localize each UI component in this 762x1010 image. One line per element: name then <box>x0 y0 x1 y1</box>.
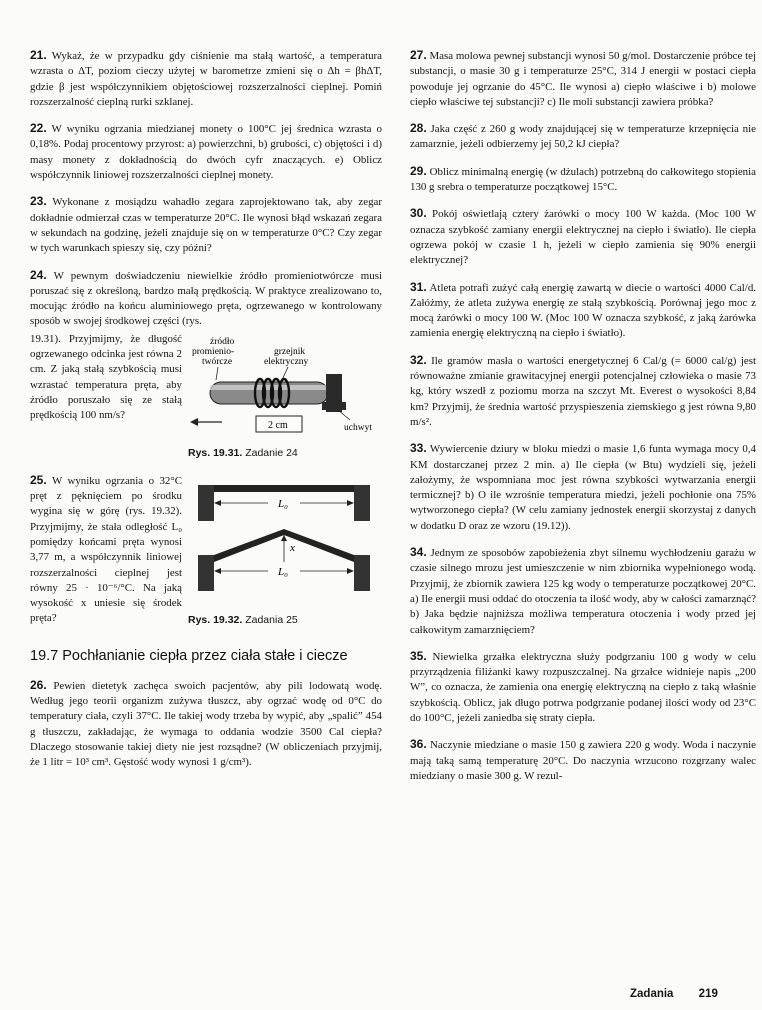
bent-rod-left <box>214 529 284 562</box>
label-heater: grzejnik <box>274 346 306 357</box>
page-footer <box>630 988 740 1000</box>
problem-text: Masa molowa pewnej substancji wynosi 50 g/mol. Dostarczenie próbce tej substancji, o masie 30 g i temperaturze 25°C, 314 J energii w postaci ciepła powoduje jej ogrzanie do 45°C. Ile wynosi a) ciepło właściwe i b) molowe ciepło właściwe tej substancji? c) Ile moli substancji zawiera próbka? <box>410 50 756 108</box>
problem-number: 30. <box>410 206 427 221</box>
problem-number: 35. <box>410 648 427 663</box>
problem-text: Pewien dietetyk zachęca swoich pacjentów, aby pili lodowatą wodę. Według jego teorii organizm zużywa tłuszcz, aby ogrzać wodę od 0°C do temperatury ciała, czyli 37°C. Ile takiej wody trzeba by wypić, aby „spalić” 454 g tłuszczu, zakładając, że wymaga to oddania wodzie 3500 Cal ciepła? Dlaczego stosowanie takiej diety nie jest rozsądne? (W obliczeniach przyjmij, że 1 litr = 10³ cm³. Gęstość wody wynosi 1 g/cm³). <box>30 679 382 769</box>
figure-19-32 <box>188 467 382 626</box>
problem-number: 22. <box>30 121 47 136</box>
right-support-bottom <box>354 555 370 591</box>
label-source-line3: twórcze <box>202 356 233 367</box>
label-2cm: 2 cm <box>268 419 288 431</box>
problem-32 <box>410 353 756 430</box>
problem-number: 21. <box>30 48 47 62</box>
motion-arrow <box>190 418 198 426</box>
caption-text: Zadania 25 <box>245 613 298 626</box>
problem-number: 27. <box>410 48 427 62</box>
problem-30 <box>410 206 756 268</box>
left-column <box>30 48 382 782</box>
problem-number: 25. <box>30 472 47 487</box>
problem-21 <box>30 48 382 110</box>
problem-number: 28. <box>410 121 427 136</box>
problem-number: 33. <box>410 441 427 456</box>
problem-23 <box>30 194 382 256</box>
problem-text: W pewnym doświadczeniu niewielkie źródło promieniotwórcze musi poruszać się z określoną, bardzo małą prędkością. W praktyce zrealizowano to, mocując źródło na końcu aluminiowego pręta, ogrzewanego w kontrolowany sposób w swojej środkowej części (rys. <box>30 269 382 328</box>
label-source-line2: promienio- <box>192 346 235 357</box>
problem-text: Wywiercenie dziury w bloku miedzi o masie 1,6 funta wymaga mocy 0,4 KM dostarczanej przez 2 min. a) Ile ciepła (w Btu) wydzieli się, jeżeli założymy, że wspomniana moc jest równa szybkości wytwarzania energii termicznej? b) O ile wzrośnie temperatura miedzi, jeżeli pochłonie ona 75% wytworzonego ciepła? (W celu zamiany jednostek energii skorzystaj z danych w dodatku D oraz ze wzoru (19.12)). <box>410 443 757 532</box>
problem-number: 31. <box>410 279 427 294</box>
problem-text: Oblicz minimalną energię (w dżulach) potrzebną do całkowitego stopienia 130 g srebra o temperaturze początkowej 15°C. <box>410 165 756 194</box>
bent-rod-diagram <box>188 467 382 607</box>
problem-text: Jednym ze sposobów zapobieżenia zbyt silnemu wychłodzeniu garażu w czasie silnego mrozu jest umieszczenie w nim zbiornika wypełnionego wodą. Przyjmij, że zbiornik zawiera 125 kg wody o temperaturze początkowej 20°C. a) Ile energii musi oddać do otoczenia ta ilość wody, aby w całości zamarznąć? b) Jaka będzie najniższa możliwa temperatura otoczenia i wody przed jej całkowitym zamarznięciem? <box>410 547 756 636</box>
problem-number: 32. <box>410 352 427 367</box>
problem-26 <box>30 678 382 771</box>
problem-24 <box>30 268 382 330</box>
problem-number: 23. <box>30 194 47 209</box>
problem-34 <box>410 545 756 638</box>
footer-section: Zadania <box>630 988 674 1000</box>
problem-22 <box>30 121 382 183</box>
rod-heater-diagram <box>188 332 382 440</box>
straight-rod <box>214 485 354 492</box>
problem-36 <box>410 737 756 784</box>
left-support-bottom <box>198 555 214 591</box>
label-source-line1: źródło <box>210 336 235 347</box>
problem-number: 24. <box>30 267 47 282</box>
left-support-top <box>198 485 214 521</box>
problem-text: W wyniku ogrzania o 32°C pręt z pęknięciem po środku wygina się w górę (rys. 19.32). Przyjmijmy, że stała odległość L₀ pomiędzy końcami pręta wynosi 3,77 m, a współczynnik liniowej rozszerzalności cieplnej jest równy 25 · 10⁻⁶/°C. Na jaką wysokość x uniesie się środek pręta? <box>30 474 182 625</box>
problem-number: 26. <box>30 677 47 692</box>
problem-text: W wyniku ogrzania miedzianej monety o 100°C jej średnica wzrasta o 0,18%. Podaj procentowy przyrost: a) powierzchni, b) grubości, c) objętości i d) masy monety z dokładnością do dwóch cyfr znaczących. e) Oblicz współczynnik liniowej rozszerzalności cieplnej monety. <box>30 123 382 182</box>
figure-caption <box>188 614 382 626</box>
problem-text: Ile gramów masła o wartości energetycznej 6 Cal/g (= 6000 cal/g) jest równoważne zmianie grawitacyjnej energii potencjalnej człowieka o masie 73 kg, który wszedł z poziomu morza na szczyt Mt. Everest o wysokości 8,84 km? Przyjmij, że średnia wartość przyspieszenia ziemskiego g jest równa 9,80 m/s². <box>410 354 756 428</box>
caption-number: Rys. 19.31. <box>188 446 243 459</box>
problem-text: Naczynie miedziane o masie 150 g zawiera 220 g wody. Woda i naczynie mają taką samą temperaturę 20°C. Do naczynia wrzucono rozgrzany walec miedziany o masie 300 g. W rezul- <box>410 739 756 782</box>
problem-text: 19.31). Przyjmijmy, że długość ogrzewanego odcinka jest równa 2 cm. Z jaką stałą szybkością musi wzrastać temperatura pręta, aby źródło poruszało się ze stałą prędkością 100 nm/s? <box>30 332 182 422</box>
problem-number: 34. <box>410 545 427 560</box>
problem-text: Wykaż, że w przypadku gdy ciśnienie ma stałą wartość, a temperatura wzrasta o ΔT, poziom cieczy użytej w barometrze zmieni się o Δh = βhΔT, gdzie β jest współczynnikiem objętościowej rozszerzalności cieplnej. Pomiń rozszerzalność cieplną rurki szklanej. <box>30 50 382 108</box>
problem-text: Atleta potrafi zużyć całą energię zawartą w diecie o wartości 4000 Cal/d. Załóżmy, że atleta zużywa energię ze stałą szybkością. Porównaj jego moc z mocą żarówki o mocy 100 W. (Moc 100 W oznacza szybkość, z jaką żarówka zamienia energię elektryczną na ciepło i światło). <box>410 281 757 340</box>
label-x: x <box>290 541 295 554</box>
right-support-top <box>354 485 370 521</box>
problem-text: Wykonane z mosiądzu wahadło zegara zaprojektowano tak, aby zegar dokładnie odmierzał czas w temperaturze 20°C. Ile wynosi błąd wskazań zegara w sekundach na godzinę, jeżeli znajduje się on w temperaturze 0°C? Czy zegar w tych warunkach spieszy się, czy późni? <box>30 196 382 255</box>
problem-27 <box>410 48 756 110</box>
figure-19-31 <box>188 332 382 459</box>
label-L0-top: L₀ <box>278 497 288 510</box>
right-column <box>410 48 756 795</box>
problem-31 <box>410 280 756 342</box>
figure-caption <box>188 447 382 459</box>
problem-number: 36. <box>410 737 427 752</box>
page-number: 219 <box>698 988 718 1000</box>
problem-number: 29. <box>410 163 427 178</box>
caption-text: Zadanie 24 <box>245 446 298 459</box>
problem-33 <box>410 441 756 534</box>
problem-text: Jaka część z 260 g wody znajdującej się w temperaturze krzepnięcia nie zamarznie, jeżeli odbierzemy jej 50,2 kJ ciepła? <box>410 123 756 151</box>
label-heater-line2: elektryczny <box>264 356 309 367</box>
problem-text: Pokój oświetlają cztery żarówki o mocy 100 W każda. (Moc 100 W oznacza szybkość zamiany energii elektrycznej na ciepło i światło). Ile ciepła ogrzewa pokój w czasie 1 h, jeżeli w ciepło zamienia się 90% energii elektrycznej? <box>410 208 756 267</box>
caption-number: Rys. 19.32. <box>188 613 243 626</box>
problem-35 <box>410 649 756 726</box>
problem-28 <box>410 121 756 153</box>
problem-text: Niewielka grzałka elektryczna służy podgrzaniu 100 g wody w celu przyrządzenia filiżanki kawy rozpuszczalnej. Na grzałce widnieje napis „200 W”, co oznacza, że zamienia ona energię elektryczną na ciepło z taką właśnie szybkością. Oblicz, jak długo potrwa podgrzanie podanej ilości wody od 23°C do 100°C, jeżeli zaniedba się straty ciepła. <box>410 650 756 724</box>
problem-29 <box>410 164 756 196</box>
label-clamp: uchwyt <box>344 422 372 433</box>
section-title: 19.7 Pochłanianie ciepła przez ciała stałe i ciecze <box>30 647 348 664</box>
label-L0-bottom: L₀ <box>278 565 288 578</box>
